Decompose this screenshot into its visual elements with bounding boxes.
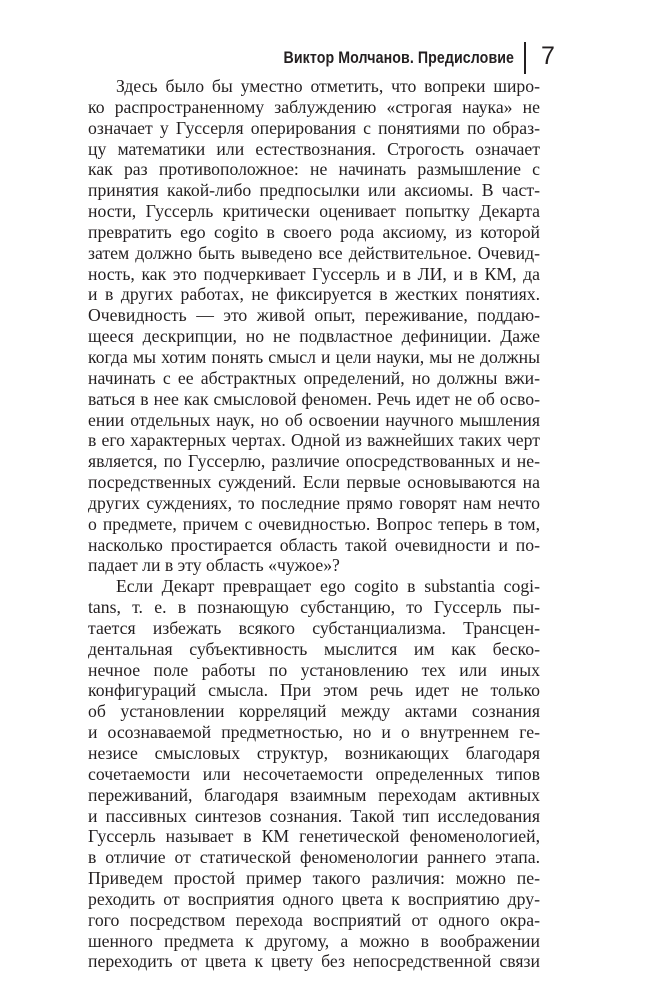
text-line: как раз противоположное: не начинать размышление с <box>88 159 540 180</box>
text-line: дентальная субъективность мыслится им как беско- <box>88 638 540 659</box>
text-line: является, по Гуссерлю, различие опосредствованных и не- <box>88 451 540 472</box>
text-line: в отличие от статической феноменологии раннего этапа. <box>88 847 540 868</box>
text-line: незисе смысловых структур, возникающих благодаря <box>88 743 540 763</box>
text-line: ности, Гуссерль критически оценивает попытку Декарта <box>88 201 540 222</box>
text-line: когда мы хотим понять смысл и цели науки, мы не должны <box>88 346 540 367</box>
text-line: гого посредством перехода восприятий от одного окра- <box>88 909 540 930</box>
text-line: превратить ego cogito в своего рода аксиому, из которой <box>88 221 540 242</box>
text-line: щееся дескрипции, но не подвластное дефиниции. Даже <box>88 326 540 347</box>
text-line: о предмете, причем с очевидностью. Вопрос теперь в том, <box>88 513 540 534</box>
text-line: ваться в нее как смысловой феномен. Речь идет не об осво- <box>88 388 540 409</box>
text-line: затем должно быть выведено все действительное. Очевид- <box>88 242 540 263</box>
header-divider <box>524 42 526 74</box>
text-line: и осознаваемой предметностью, но и о внутреннем ге- <box>88 722 540 743</box>
text-line: ко распространенному заблуждению «строгая наука» не <box>88 96 540 117</box>
text-line: Если Декарт превращает ego cogito в substantia cogi- <box>116 576 540 597</box>
text-line: tans, т. е. в познающую субстанцию, то Гуссерль пы- <box>88 597 540 618</box>
text-line: и пассивных синтезов сознания. Такой тип исследования <box>88 805 540 826</box>
text-line: переходить от цвета к цвету без непосредственной связи <box>88 951 540 972</box>
page-number: 7 <box>541 42 555 70</box>
text-line: ность, как это подчеркивает Гуссерль и в ЛИ, и в КМ, да <box>88 263 540 284</box>
text-line: об установлении корреляций между актами сознания <box>88 701 540 722</box>
text-line: конфигураций смысла. При этом речь идет не только <box>88 680 540 701</box>
text-line: и в других работах, не фиксируется в жестких понятиях. <box>88 284 540 305</box>
text-line: в его характерных чертах. Одной из важнейших таких черт <box>88 430 540 451</box>
text-line: тается избежать всякого субстанциализма. Трансцен- <box>88 617 540 638</box>
text-line: цу математики или естествознания. Строгость означает <box>88 138 540 159</box>
text-line: нечное поле работы по установлению тех или иных <box>88 659 540 680</box>
text-line: Приведем простой пример такого различия: можно пе- <box>88 868 540 889</box>
text-line: Здесь было бы уместно отметить, что вопреки широ- <box>116 76 540 96</box>
text-line: посредственных суждений. Если первые основываются на <box>88 472 540 493</box>
text-line: падает ли в эту область «чужое»? <box>88 555 340 576</box>
text-line: шенного предмета к другому, а можно в воображении <box>88 930 540 951</box>
text-line: принятия какой-либо предпосылки или аксиомы. В част- <box>88 180 540 201</box>
text-line: начинать с ее абстрактных определений, но должны вжи- <box>88 367 540 388</box>
text-line: насколько простирается область такой очевидности и по- <box>88 534 540 555</box>
running-header <box>246 42 538 74</box>
text-line: ении отдельных наук, но об освоении научного мышления <box>88 409 540 430</box>
body-text <box>88 76 540 972</box>
text-line: Гуссерль называет в КМ генетической феноменологией, <box>88 826 540 847</box>
text-line: реходить от восприятия одного цвета к восприятию дру- <box>88 888 540 909</box>
text-line: сочетаемости или несочетаемости определенных типов <box>88 763 540 784</box>
text-line: других суждениях, то последние прямо говорят нам нечто <box>88 492 540 513</box>
text-line: Очевидность — это живой опыт, переживание, поддаю- <box>88 305 540 326</box>
text-line: переживаний, благодаря взаимным переходам активных <box>88 784 540 805</box>
running-header-title: Виктор Молчанов. Предисловие <box>283 48 514 67</box>
text-line: означает у Гуссерля оперирования с понятиями по образ- <box>88 117 540 138</box>
